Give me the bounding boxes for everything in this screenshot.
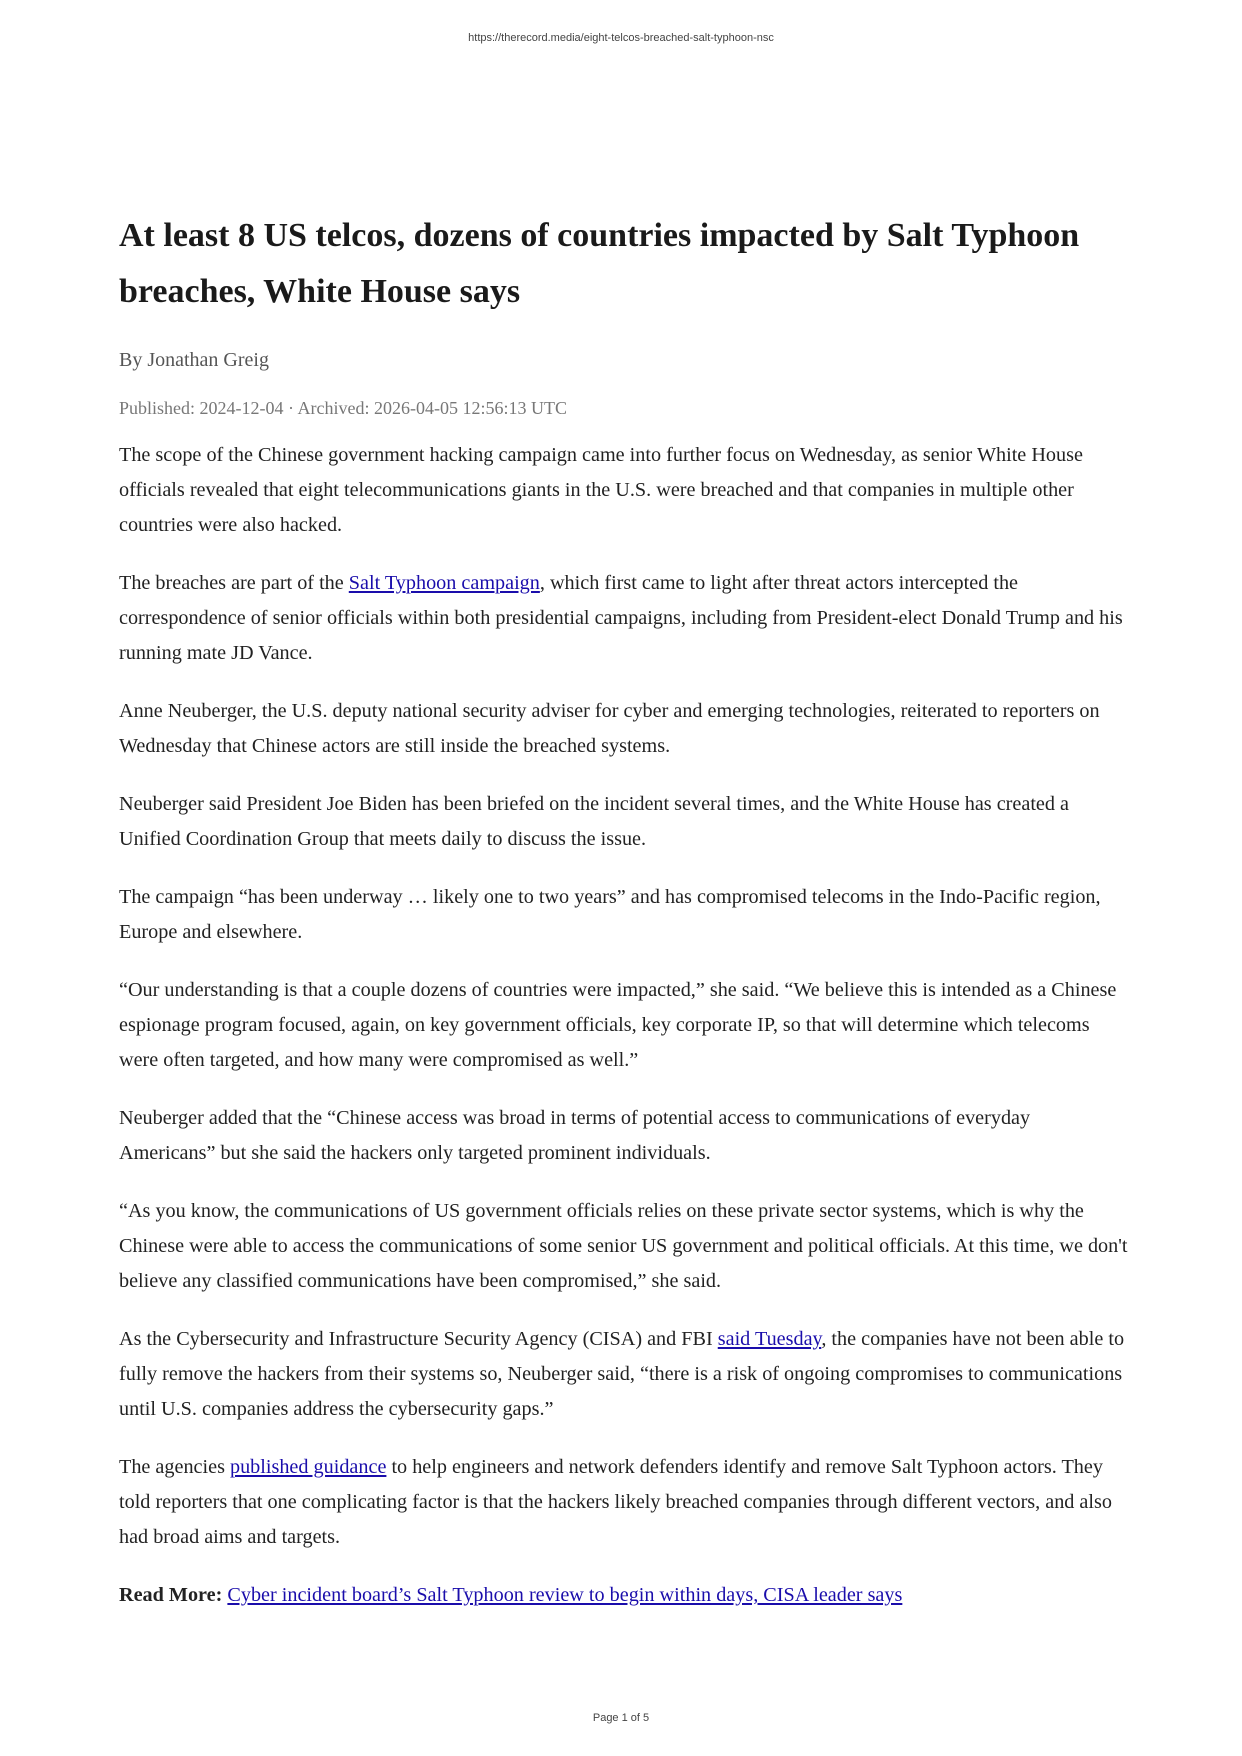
paragraph-3: Anne Neuberger, the U.S. deputy national security adviser for cyber and emerging technologies, reiterated to reporters on Wednesday that Chinese actors are still inside the breached systems. — [119, 700, 1100, 757]
paragraph-4: Neuberger said President Joe Biden has been briefed on the incident several times, and the White House has created a Unified Coordination Group that meets daily to discuss the issue. — [119, 793, 1069, 850]
paragraph-2 — [119, 566, 1129, 671]
article-byline: By Jonathan Greig — [119, 349, 269, 371]
article-dates: Published: 2024-12-04 · Archived: 2026-04-05 12:56:13 UTC — [119, 398, 567, 418]
article-title: At least 8 US telcos, dozens of countries impacted by Salt Typhoon breaches, White House says — [119, 217, 1080, 310]
read-more-label: Read More: — [119, 1584, 223, 1606]
paragraph-text: , the companies have not been able to fully remove the hackers from their systems so, Neuberger said, “there is a risk of ongoing compromises to communications until U.S. companies address the cybersecurity gaps.” — [119, 1328, 1125, 1420]
paragraph-text: The breaches are part of the — [119, 572, 349, 594]
salt-typhoon-campaign-link[interactable]: Salt Typhoon campaign — [348, 572, 540, 594]
paragraph-9 — [119, 1322, 1129, 1427]
paragraph-text: As the Cybersecurity and Infrastructure Security Agency (CISA) and FBI — [119, 1328, 718, 1350]
paragraph-5: The campaign “has been underway … likely one to two years” and has compromised telecoms in the Indo-Pacific region, Europe and elsewhere. — [119, 886, 1101, 943]
paragraph-text: to help engineers and network defenders identify and remove Salt Typhoon actors. They told reporters that one complicating factor is that the hackers likely breached companies through different vectors, and also had broad aims and targets. — [119, 1456, 1112, 1548]
paragraph-text: , which first came to light after threat actors intercepted the correspondence of senior officials within both presidential campaigns, including from President-elect Donald Trump and his running mate JD Vance. — [119, 572, 1123, 664]
paragraph-1: The scope of the Chinese government hacking campaign came into further focus on Wednesday, as senior White House officials revealed that eight telecommunications giants in the U.S. were breached and that companies in multiple other countries were also hacked. — [119, 444, 1083, 536]
paragraph-7: Neuberger added that the “Chinese access was broad in terms of potential access to communications of everyday Americans” but she said the hackers only targeted prominent individuals. — [119, 1107, 1031, 1164]
page-number: Page 1 of 5 — [592, 1712, 650, 1724]
article — [119, 208, 1129, 1613]
published-guidance-link[interactable]: published guidance — [229, 1456, 387, 1478]
page-url: https://therecord.media/eight-telcos-breached-salt-typhoon-nsc — [468, 32, 774, 44]
said-tuesday-link[interactable]: said Tuesday — [717, 1328, 822, 1350]
paragraph-6: “Our understanding is that a couple dozens of countries were impacted,” she said. “We believe this is intended as a Chinese espionage program focused, again, on key government officials, key corporate IP, so that will determine which telecoms were often targeted, and how many were compromised as well.” — [119, 979, 1117, 1071]
read-more-link[interactable]: Cyber incident board’s Salt Typhoon review to begin within days, CISA leader says — [227, 1584, 903, 1606]
paragraph-8: “As you know, the communications of US government officials relies on these private sector systems, which is why the Chinese were able to access the communications of some senior US government and political officials. At this time, we don't believe any classified communications have been compromised,” she said. — [119, 1200, 1128, 1292]
article-body — [119, 438, 1129, 1613]
paragraph-10 — [119, 1450, 1129, 1555]
paragraph-text: The agencies — [119, 1456, 230, 1478]
read-more — [119, 1578, 1129, 1613]
